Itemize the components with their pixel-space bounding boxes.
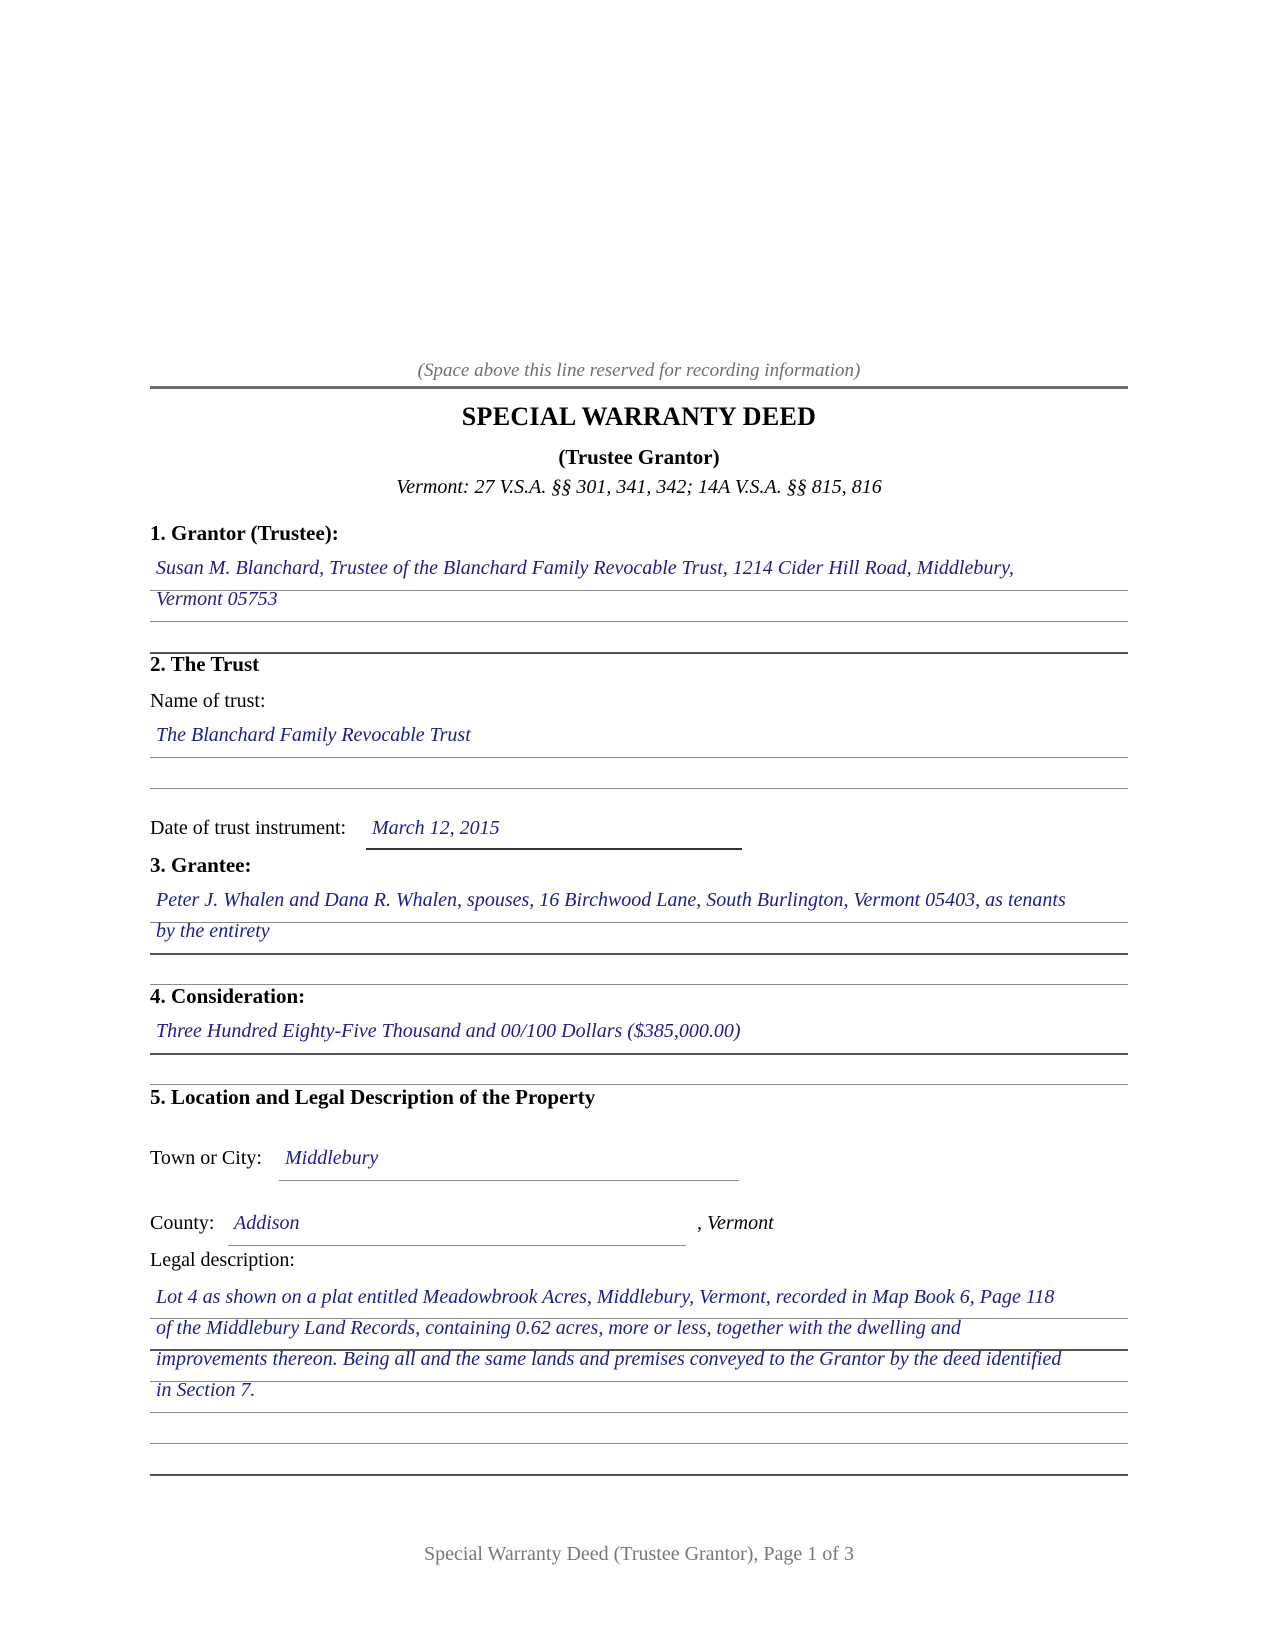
- legal-line-2[interactable]: of the Middlebury Land Records, containing 0.62 acres, more or less, together with the dwelling and: [156, 1317, 961, 1339]
- grantor-rule-3: [150, 652, 1128, 654]
- grantor-rule-1: [150, 590, 1128, 591]
- grantor-line-2[interactable]: Vermont 05753: [156, 588, 278, 610]
- legal-line-1[interactable]: Lot 4 as shown on a plat entitled Meadowbrook Acres, Middlebury, Vermont, recorded in Map Book 6, Page 118: [156, 1286, 1055, 1308]
- grantee-rule-2: [150, 953, 1128, 955]
- state-suffix: , Vermont: [697, 1212, 774, 1234]
- consideration-rule-1: [150, 1053, 1128, 1055]
- legal-rule-4: [150, 1412, 1128, 1413]
- trust-name-value[interactable]: The Blanchard Family Revocable Trust: [156, 724, 471, 746]
- deed-page: [150, 0, 1128, 1650]
- trust-date-value[interactable]: March 12, 2015: [372, 817, 500, 839]
- trust-name-rule-1: [150, 757, 1128, 758]
- county-value[interactable]: Addison: [234, 1212, 300, 1234]
- grantee-line-1[interactable]: Peter J. Whalen and Dana R. Whalen, spouses, 16 Birchwood Lane, South Burlington, Vermont 05403, as tenants: [156, 889, 1066, 911]
- recording-note: (Space above this line reserved for recording information): [417, 360, 861, 381]
- grantor-line-1[interactable]: Susan M. Blanchard, Trustee of the Blanchard Family Revocable Trust, 1214 Cider Hill Road, Middlebury,: [156, 557, 1014, 579]
- consideration-heading: 4. Consideration:: [150, 984, 306, 1008]
- legal-rule-6: [150, 1474, 1128, 1476]
- legal-rule-5: [150, 1443, 1128, 1444]
- page-footer: Special Warranty Deed (Trustee Grantor), Page 1 of 3: [424, 1543, 854, 1565]
- legal-description-label: Legal description:: [150, 1249, 295, 1271]
- grantor-heading: 1. Grantor (Trustee):: [150, 521, 339, 545]
- town-rule: [279, 1180, 739, 1181]
- grantee-heading: 3. Grantee:: [150, 853, 252, 877]
- grantee-line-2[interactable]: by the entirety: [156, 920, 270, 942]
- document-subtitle: (Trustee Grantor): [558, 445, 720, 469]
- county-label: County:: [150, 1212, 215, 1234]
- document-title: SPECIAL WARRANTY DEED: [461, 402, 817, 431]
- grantor-rule-2: [150, 621, 1128, 622]
- consideration-value[interactable]: Three Hundred Eighty-Five Thousand and 00/100 Dollars ($385,000.00): [156, 1020, 741, 1042]
- legal-line-3[interactable]: improvements thereon. Being all and the same lands and premises conveyed to the Grantor by the deed identified: [156, 1348, 1062, 1370]
- town-label: Town or City:: [150, 1147, 262, 1169]
- statute-citation: Vermont: 27 V.S.A. §§ 301, 341, 342; 14A V.S.A. §§ 815, 816: [396, 476, 882, 498]
- trust-name-rule-2: [150, 788, 1128, 789]
- property-heading: 5. Location and Legal Description of the Property: [150, 1085, 596, 1109]
- county-rule: [228, 1245, 686, 1246]
- grantee-rule-1: [150, 922, 1128, 923]
- trust-heading: 2. The Trust: [150, 652, 260, 676]
- trust-date-rule: [366, 848, 742, 850]
- recording-divider: [150, 386, 1128, 389]
- town-value[interactable]: Middlebury: [285, 1147, 379, 1169]
- trust-date-label: Date of trust instrument:: [150, 817, 347, 839]
- legal-line-4[interactable]: in Section 7.: [156, 1379, 256, 1401]
- trust-name-label: Name of trust:: [150, 690, 266, 712]
- legal-rule-3: [150, 1381, 1128, 1382]
